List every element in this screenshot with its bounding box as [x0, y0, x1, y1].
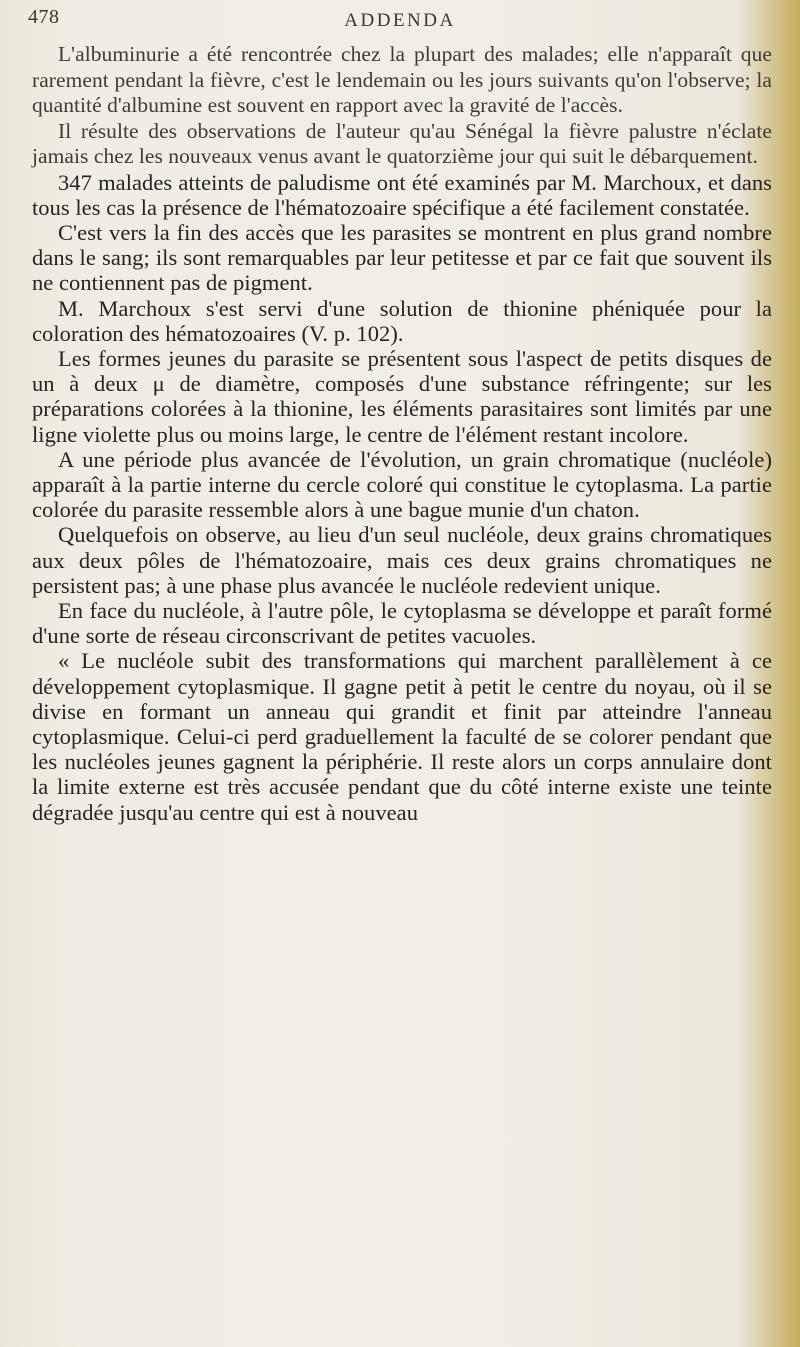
- paragraph-young-forms: Les formes jeunes du parasite se présentent sous l'aspect de petits disques de un à deux μ de diamètre, composés d'une substance réfringente; sur les préparations colorées à la thionine, les éléments parasitaires sont limités par une ligne violette plus ou moins large, le centre de l'élément restant incolore.: [32, 345, 772, 447]
- paragraph-thionine-staining: M. Marchoux s'est servi d'une solution de thionine phéniquée pour la coloration des hématozoaires (V. p. 102).: [32, 295, 772, 346]
- paragraph-marchoux-patients: 347 malades atteints de paludisme ont été examinés par M. Marchoux, et dans tous les cas la présence de l'hématozoaire spécifique a été facilement constatée.: [32, 169, 772, 220]
- paragraph-nucleole: A une période plus avancée de l'évolution, un grain chromatique (nucléole) apparaît à la partie interne du cercle coloré qui constitue le cytoplasma. La partie colorée du parasite ressemble alors à une bague munie d'un chaton.: [32, 446, 772, 523]
- running-head: ADDENDA: [344, 10, 456, 31]
- paragraph-cytoplasm: En face du nucléole, à l'autre pôle, le cytoplasma se développe et paraît formé d'une sorte de réseau circonscrivant de petites vacuoles.: [32, 597, 772, 649]
- paragraph-quote-transformations: « Le nucléole subit des transformations qui marchent parallèlement à ce développement cytoplasmique. Il gagne petit à petit le centre du noyau, où il se divise en formant un anneau qui grandit et finit par atteindre l'anneau cytoplasmique. Celui-ci perd graduellement la faculté de se colorer pendant que les nucléoles jeunes gagnent la périphérie. Il reste alors un corps annulaire dont la limite externe est très accusée pendant que du côté interne existe une teinte dégradée jusqu'au centre qui est à nouveau: [32, 648, 772, 825]
- paragraph-two-grains: Quelquefois on observe, au lieu d'un seul nucléole, deux grains chromatiques aux deux pôles de l'hématozoaire, mais ces deux grains chromatiques ne persistent pas; à une phase plus avancée le nucléole redevient unique.: [32, 522, 772, 598]
- page-number: 478: [28, 6, 60, 28]
- paragraph-senegal-fever: Il résulte des observations de l'auteur qu'au Sénégal la fièvre palustre n'éclate jamais chez les nouveaux venus avant le quatorzième jour qui suit le débarquement.: [32, 118, 772, 168]
- body-text: [32, 42, 772, 825]
- paragraph-parasites-timing: C'est vers la fin des accès que les parasites se montrent en plus grand nombre dans le sang; ils sont remarquables par leur petitesse et par ce fait que souvent ils ne contiennent pas de pigment.: [32, 219, 772, 296]
- paragraph-albuminuria: L'albuminurie a été rencontrée chez la plupart des malades; elle n'apparaît que rarement pendant la fièvre, c'est le lendemain ou les jours suivants qu'on l'observe; la quantité d'albumine est souvent en rapport avec la gravité de l'accès.: [32, 42, 772, 117]
